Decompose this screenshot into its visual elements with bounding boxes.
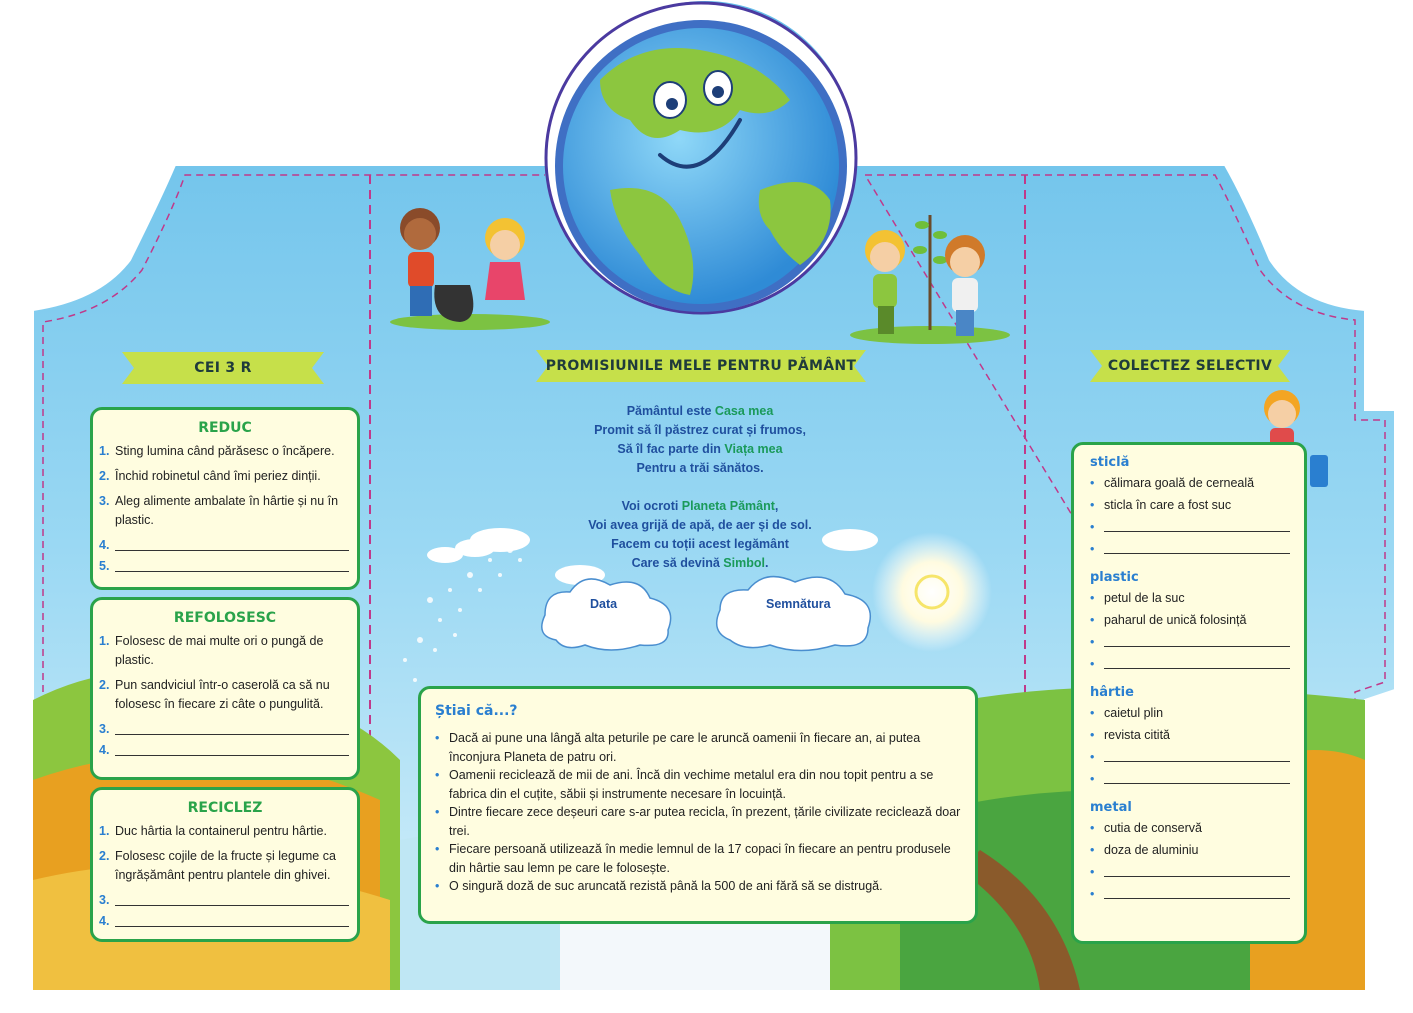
fact-item: • Fiecare persoană utilizează în medie lemnul de la 17 copaci în fiecare an pentru produsele din hârtie sau lemn pe care le folosește. [435, 840, 963, 877]
list-item: 1. Duc hârtia la containerul pentru hârtie. [99, 824, 327, 838]
blank-line[interactable] [1090, 631, 1290, 653]
data-label[interactable]: Data [590, 597, 618, 611]
blank-line[interactable]: 5. [99, 557, 351, 572]
list-item: • revista citită [1090, 724, 1290, 746]
list-item: • călimara goală de cerneală [1090, 472, 1290, 494]
refolosesc-card [90, 597, 360, 780]
colectez-selectiv-card [1071, 442, 1307, 944]
header-colectez-selectiv: COLECTEZ SELECTIV [1090, 350, 1290, 382]
blank-line[interactable] [1090, 538, 1290, 560]
signature-label[interactable]: Semnătura [766, 597, 831, 611]
list-item: 2. Folosesc cojile de la fructe și legume ca îngrășământ pentru plantele din ghivei. [99, 849, 336, 882]
list-item: • cutia de conservă [1090, 817, 1290, 839]
list-item: • caietul plin [1090, 702, 1290, 724]
list-item: 1. Folosesc de mai multe ori o pungă de plastic. [99, 634, 324, 667]
list-item: • sticla în care a fost suc [1090, 494, 1290, 516]
smiling-earth-icon [546, 3, 856, 313]
blank-line[interactable] [1090, 746, 1290, 768]
group-plastic: plastic [1090, 570, 1139, 585]
fact-item: • Dintre fiecare zece deșeuri care s-ar putea recicla, în prezent, țările civilizate reciclează doar trei. [435, 803, 963, 840]
blank-line[interactable]: 4. [99, 912, 351, 927]
list-item: 2. Închid robinetul când îmi periez dinții. [99, 469, 321, 483]
blank-line[interactable] [1090, 653, 1290, 675]
blank-line[interactable]: 3. [99, 891, 351, 906]
list-item: • petul de la suc [1090, 587, 1290, 609]
header-promisiuni: PROMISIUNILE MELE PENTRU PĂMÂNT [536, 350, 866, 382]
blank-line[interactable]: 4. [99, 536, 351, 551]
blank-line[interactable] [1090, 516, 1290, 538]
list-item: • doza de aluminiu [1090, 839, 1290, 861]
blank-line[interactable] [1090, 883, 1290, 905]
stiai-ca-card [418, 686, 978, 924]
reciclez-title: RECICLEZ [187, 800, 263, 816]
header-cei-3-r: CEI 3 R [122, 352, 324, 384]
group-sticla: sticlă [1090, 455, 1130, 470]
reduc-title: REDUC [198, 420, 252, 436]
list-item: 3. Aleg alimente ambalate în hârtie și nu în plastic. [99, 494, 339, 527]
blank-line[interactable]: 3. [99, 720, 351, 735]
list-item: • paharul de unică folosință [1090, 609, 1290, 631]
refolosesc-title: REFOLOSESC [173, 610, 277, 626]
blank-line[interactable] [1090, 861, 1290, 883]
list-item: 1. Sting lumina când părăsesc o încăpere. [99, 444, 335, 458]
blank-line[interactable] [1090, 768, 1290, 790]
group-metal: metal [1090, 800, 1132, 815]
list-item: 2. Pun sandviciul într-o caserolă ca să nu folosesc în fiecare zi câte o pungulită. [99, 678, 330, 711]
reciclez-card [90, 787, 360, 942]
fact-item: • O singură doză de suc aruncată rezistă până la 500 de ani fără să se distrugă. [435, 877, 963, 896]
promise-poem: Pământul este Casa mea Promit să îl păstrez curat și frumos, Să îl fac parte din Viața mea Pentru a trăi sănătos. Voi ocroti Planeta Pământ, Voi avea grijă de apă, de aer și de sol. Facem cu toții acest legământ Care să devină Simbol. [588, 404, 812, 570]
group-hartie: hârtie [1090, 685, 1134, 700]
fact-item: • Dacă ai pune una lângă alta peturile pe care le aruncă oamenii în fiecare an, ai putea înconjura Planeta de patru ori. [435, 729, 963, 766]
blank-line[interactable]: 4. [99, 741, 351, 756]
stiai-ca-title: Știai că...? [435, 703, 518, 719]
fact-item: • Oamenii reciclează de mii de ani. Încă din vechime metalul era din nou topit pentru a se fabrica din el cuțite, săbii și instrumente necesare în locuință. [435, 766, 963, 803]
reduc-card [90, 407, 360, 590]
